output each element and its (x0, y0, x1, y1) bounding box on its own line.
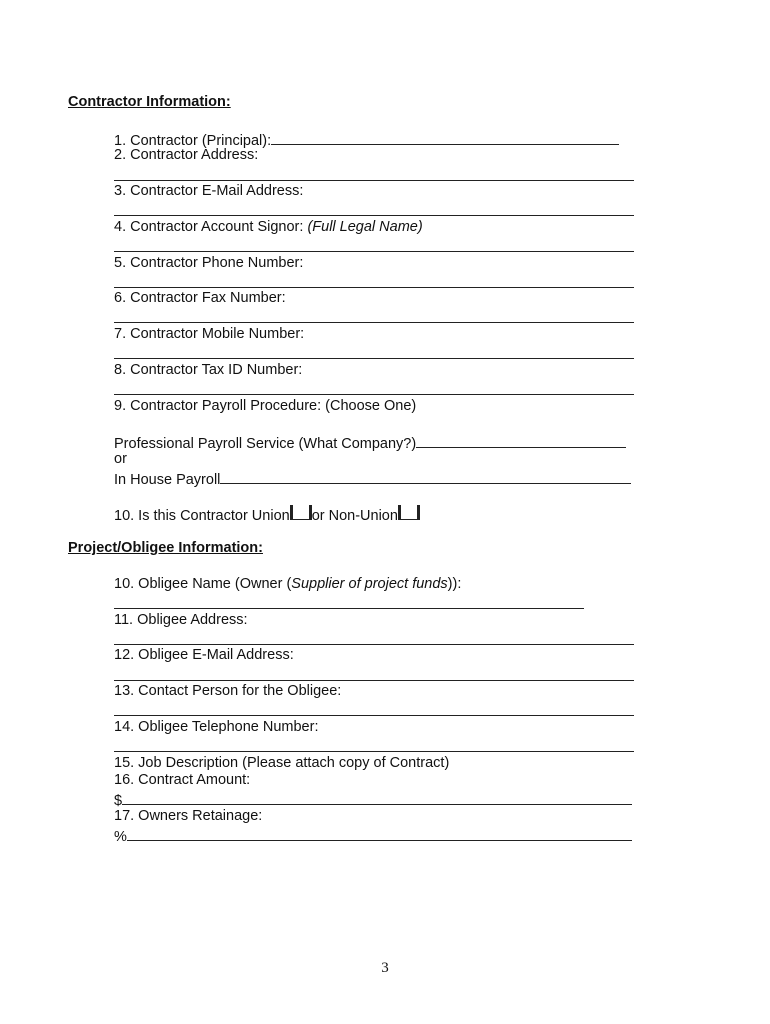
dollar-sign: $ (114, 793, 123, 809)
payroll-service-label: Professional Payroll Service (What Company?) (114, 436, 417, 452)
q4-label (114, 219, 423, 236)
union-checkbox[interactable] (290, 505, 312, 520)
or-label: or (114, 451, 127, 467)
q10-obligee-label (114, 576, 461, 593)
q6-label: 6. Contractor Fax Number: (114, 290, 286, 306)
q2-label: 2. Contractor Address: (114, 147, 259, 163)
in-house-label: In House Payroll (114, 472, 221, 488)
tax-id-field[interactable] (114, 394, 634, 395)
contract-amount-row (114, 790, 632, 810)
union-label: 10. Is this Contractor Union (114, 508, 290, 524)
q12-label: 12. Obligee E-Mail Address: (114, 647, 294, 663)
retainage-field[interactable] (127, 826, 632, 841)
q4-text: 4. Contractor Account Signor: (114, 219, 308, 235)
retainage-row (114, 826, 632, 846)
q4-italic-note: (Full Legal Name) (307, 219, 423, 235)
q3-label: 3. Contractor E-Mail Address: (114, 183, 304, 199)
q7-label: 7. Contractor Mobile Number: (114, 326, 305, 342)
phone-field[interactable] (114, 287, 634, 288)
q15-label: 15. Job Description (Please attach copy of Contract) (114, 755, 450, 771)
obligee-name-field[interactable] (114, 608, 584, 609)
q11-label: 11. Obligee Address: (114, 612, 248, 628)
page-number: 3 (381, 960, 389, 976)
non-union-label: or Non-Union (311, 508, 398, 524)
obligee-heading: Project/Obligee Information: (68, 540, 263, 556)
email-field[interactable] (114, 215, 634, 216)
obligee-name-italic: Supplier of project funds (291, 576, 448, 592)
q5-label: 5. Contractor Phone Number: (114, 255, 304, 271)
payroll-service-row (114, 433, 626, 453)
contractor-heading: Contractor Information: (68, 94, 231, 110)
obligee-phone-field[interactable] (114, 751, 634, 752)
contact-person-field[interactable] (114, 715, 634, 716)
payroll-company-field[interactable] (416, 433, 626, 448)
obligee-name-suffix: )): (447, 576, 462, 592)
obligee-address-field[interactable] (114, 644, 634, 645)
in-house-field[interactable] (220, 469, 631, 484)
q1-label: 1. Contractor (Principal): (114, 133, 272, 149)
contract-amount-field[interactable] (122, 790, 632, 805)
address-field[interactable] (114, 180, 634, 181)
obligee-email-field[interactable] (114, 680, 634, 681)
principal-field[interactable] (271, 130, 619, 145)
q14-label: 14. Obligee Telephone Number: (114, 719, 319, 735)
q10-union-row (114, 505, 420, 525)
fax-field[interactable] (114, 322, 634, 323)
q9-label: 9. Contractor Payroll Procedure: (Choose One) (114, 398, 417, 414)
signor-field[interactable] (114, 251, 634, 252)
q13-label: 13. Contact Person for the Obligee: (114, 683, 342, 699)
in-house-row (114, 469, 631, 489)
q16-label: 16. Contract Amount: (114, 772, 251, 788)
mobile-field[interactable] (114, 358, 634, 359)
percent-sign: % (114, 829, 127, 845)
q17-label: 17. Owners Retainage: (114, 808, 263, 824)
non-union-checkbox[interactable] (398, 505, 420, 520)
obligee-name-text: 10. Obligee Name (Owner ( (114, 576, 292, 592)
q8-label: 8. Contractor Tax ID Number: (114, 362, 303, 378)
